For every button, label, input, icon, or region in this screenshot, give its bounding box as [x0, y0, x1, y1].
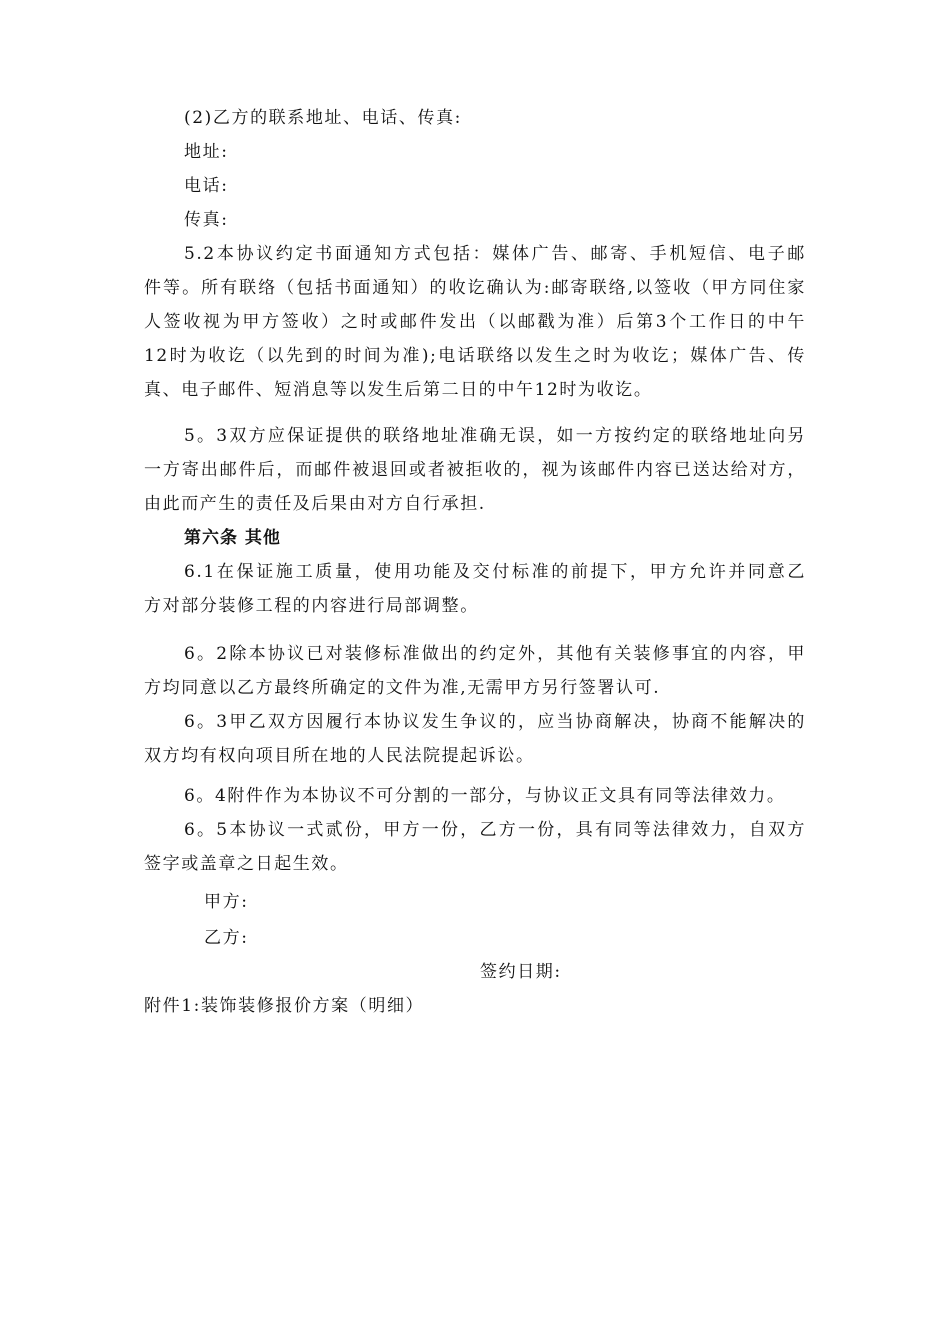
- article-6-heading: 第六条 其他: [184, 528, 281, 548]
- attachment-1-label: 附件1:装饰装修报价方案（明细）: [144, 996, 425, 1016]
- phone-label: 电话:: [184, 176, 229, 196]
- clause-6-1-line-2: 方对部分装修工程的内容进行局部调整。: [144, 596, 479, 616]
- clause-6-3-line-2: 双方均有权向项目所在地的人民法院提起诉讼。: [144, 746, 535, 766]
- party-b-signature-label: 乙方:: [204, 928, 249, 948]
- clause-6-3-line-1: 6。3甲乙双方因履行本协议发生争议的，应当协商解决，协商不能解决的: [184, 712, 806, 732]
- clause-6-4: 6。4附件作为本协议不可分割的一部分，与协议正文具有同等法律效力。: [184, 786, 786, 806]
- contact-info-heading: (2)乙方的联系地址、电话、传真:: [184, 108, 463, 128]
- clause-5-3-line-3: 由此而产生的责任及后果由对方自行承担.: [144, 494, 486, 514]
- clause-6-2-line-1: 6。2除本协议已对装修标准做出的约定外，其他有关装修事宜的内容，甲: [184, 644, 806, 664]
- clause-5-2-line-4: 12时为收讫（以先到的时间为准);电话联络以发生之时为收讫；媒体广告、传: [144, 346, 806, 366]
- clause-5-2-line-2: 件等。所有联络（包括书面通知）的收讫确认为:邮寄联络,以签收（甲方同住家: [144, 278, 806, 298]
- clause-6-5-line-1: 6。5本协议一式贰份，甲方一份，乙方一份，具有同等法律效力，自双方: [184, 820, 806, 840]
- clause-6-5-line-2: 签字或盖章之日起生效。: [144, 854, 349, 874]
- signing-date-label: 签约日期:: [480, 962, 562, 982]
- clause-5-3-line-2: 一方寄出邮件后，而邮件被退回或者被拒收的，视为该邮件内容已送达给对方，: [144, 460, 806, 480]
- clause-5-3-line-1: 5。3双方应保证提供的联络地址准确无误，如一方按约定的联络地址向另: [184, 426, 806, 446]
- clause-5-2-line-5: 真、电子邮件、短消息等以发生后第二日的中午12时为收讫。: [144, 380, 653, 400]
- party-a-signature-label: 甲方:: [204, 892, 249, 912]
- fax-label: 传真:: [184, 210, 229, 230]
- clause-6-2-line-2: 方均同意以乙方最终所确定的文件为准,无需甲方另行签署认可.: [144, 678, 661, 698]
- address-label: 地址:: [184, 142, 229, 162]
- clause-6-1-line-1: 6.1在保证施工质量，使用功能及交付标准的前提下，甲方允许并同意乙: [184, 562, 806, 582]
- clause-5-2-line-3: 人签收视为甲方签收）之时或邮件发出（以邮戳为准）后第3个工作日的中午: [144, 312, 806, 332]
- clause-5-2-line-1: 5.2本协议约定书面通知方式包括：媒体广告、邮寄、手机短信、电子邮: [184, 244, 806, 264]
